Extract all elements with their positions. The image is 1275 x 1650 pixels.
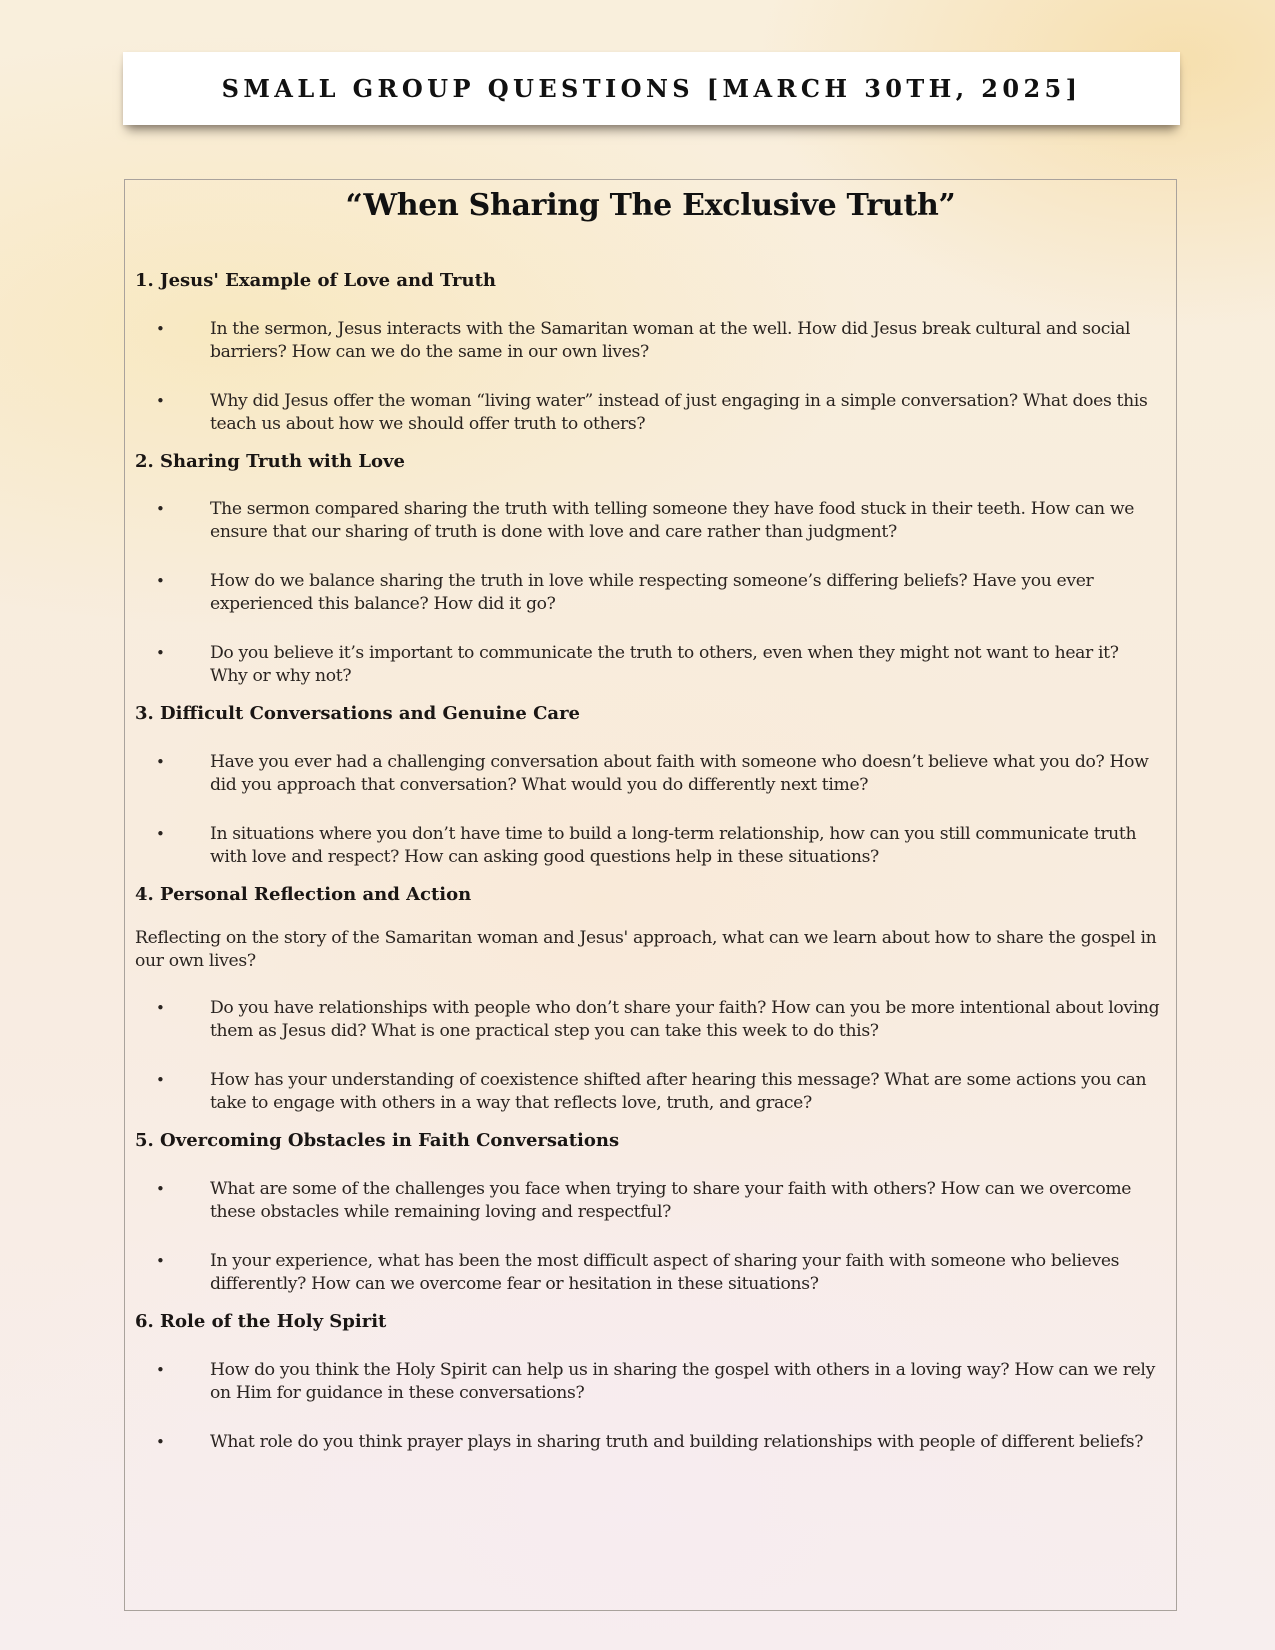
bullet-icon: • [156, 572, 165, 591]
bullet-icon: • [156, 1360, 165, 1379]
question-item [135, 498, 1166, 544]
page-header-title: SMALL GROUP QUESTIONS [MARCH 30TH, 2025] [221, 74, 1082, 103]
section-4 [135, 884, 1166, 1116]
question-item [135, 1250, 1166, 1296]
question-item [135, 751, 1166, 797]
question-item [135, 318, 1166, 364]
section-3 [135, 703, 1166, 869]
section-6 [135, 1311, 1166, 1454]
section-heading: 4. Personal Reflection and Action [135, 883, 472, 905]
bullet-icon: • [156, 500, 165, 519]
question-text: In your experience, what has been the most difficult aspect of sharing your faith with someone who believes differently? How can we overcome fear or hesitation in these situations? [210, 1250, 1120, 1294]
question-text: What are some of the challenges you face when trying to share your faith with others? How can we overcome these obstacles while remaining loving and respectful? [210, 1178, 1132, 1222]
question-text: In situations where you don’t have time to build a long-term relationship, how can you still communicate truth with love and respect? How can asking good questions help in these situations? [210, 823, 1137, 867]
question-item [135, 570, 1166, 616]
bullet-icon: • [156, 319, 165, 338]
section-heading: 5. Overcoming Obstacles in Faith Conversations [135, 1130, 620, 1152]
bullet-icon: • [156, 644, 165, 663]
bullet-icon: • [156, 391, 165, 410]
bullet-icon: • [156, 999, 165, 1018]
question-list [135, 498, 1166, 688]
question-list [135, 751, 1166, 869]
question-text: Do you have relationships with people who don’t share your faith? How can you be more intentional about loving them as Jesus did? What is one practical step you can take this week to do this? [210, 998, 1160, 1042]
section-heading: 6. Role of the Holy Spirit [135, 1310, 387, 1332]
question-item [135, 1178, 1166, 1224]
bullet-icon: • [156, 1179, 165, 1198]
question-item [135, 997, 1166, 1043]
section-heading: 2. Sharing Truth with Love [135, 450, 405, 472]
section-heading: 1. Jesus' Example of Love and Truth [135, 270, 496, 291]
header-banner [123, 52, 1180, 125]
question-text: Do you believe it’s important to communicate the truth to others, even when they might not want to hear it? Why or why not? [210, 643, 1119, 687]
question-item [135, 823, 1166, 869]
question-list [135, 1359, 1166, 1454]
question-list [135, 1178, 1166, 1296]
question-text: How has your understanding of coexistence shifted after hearing this message? What are some actions you can take to engage with others in a way that reflects love, truth, and grace? [210, 1070, 1147, 1114]
section-5 [135, 1130, 1166, 1296]
question-text: How do you think the Holy Spirit can help us in sharing the gospel with others in a loving way? How can we rely on Him for guidance in these conversations? [210, 1359, 1155, 1403]
question-text: In the sermon, Jesus interacts with the Samaritan woman at the well. How did Jesus break cultural and social barriers? How can we do the same in our own lives? [210, 318, 1131, 362]
question-item [135, 642, 1166, 688]
question-text: Why did Jesus offer the woman “living water” instead of just engaging in a simple conversation? What does this teach us about how we should offer truth to others? [210, 390, 1148, 434]
question-item [135, 390, 1166, 436]
content-box [124, 179, 1177, 1611]
question-text: Have you ever had a challenging conversation about faith with someone who doesn’t believe what you do? How did you approach that conversation? What would you do differently next time? [210, 751, 1149, 795]
question-item [135, 1431, 1166, 1454]
section-heading: 3. Difficult Conversations and Genuine Care [135, 703, 581, 725]
question-text: The sermon compared sharing the truth with telling someone they have food stuck in their teeth. How can we ensure that our sharing of truth is done with love and care rather than judgment? [210, 499, 1135, 543]
question-text: How do we balance sharing the truth in love while respecting someone’s differing beliefs? Have you ever experienced this balance? How did it go? [210, 571, 1094, 615]
bullet-icon: • [156, 1071, 165, 1090]
section-intro: Reflecting on the story of the Samaritan woman and Jesus' approach, what can we learn about how to share the gospel in our own lives? [135, 928, 1157, 972]
bullet-icon: • [156, 1251, 165, 1270]
bullet-icon: • [156, 752, 165, 771]
question-item [135, 1359, 1166, 1405]
document-title: “When Sharing The Exclusive Truth” [345, 188, 956, 223]
question-list [135, 318, 1166, 436]
section-2 [135, 451, 1166, 689]
section-1 [135, 270, 1166, 436]
question-text: What role do you think prayer plays in sharing truth and building relationships with people of different beliefs? [210, 1431, 1144, 1452]
question-list [135, 997, 1166, 1115]
question-item [135, 1069, 1166, 1115]
bullet-icon: • [156, 824, 165, 843]
bullet-icon: • [156, 1432, 165, 1451]
